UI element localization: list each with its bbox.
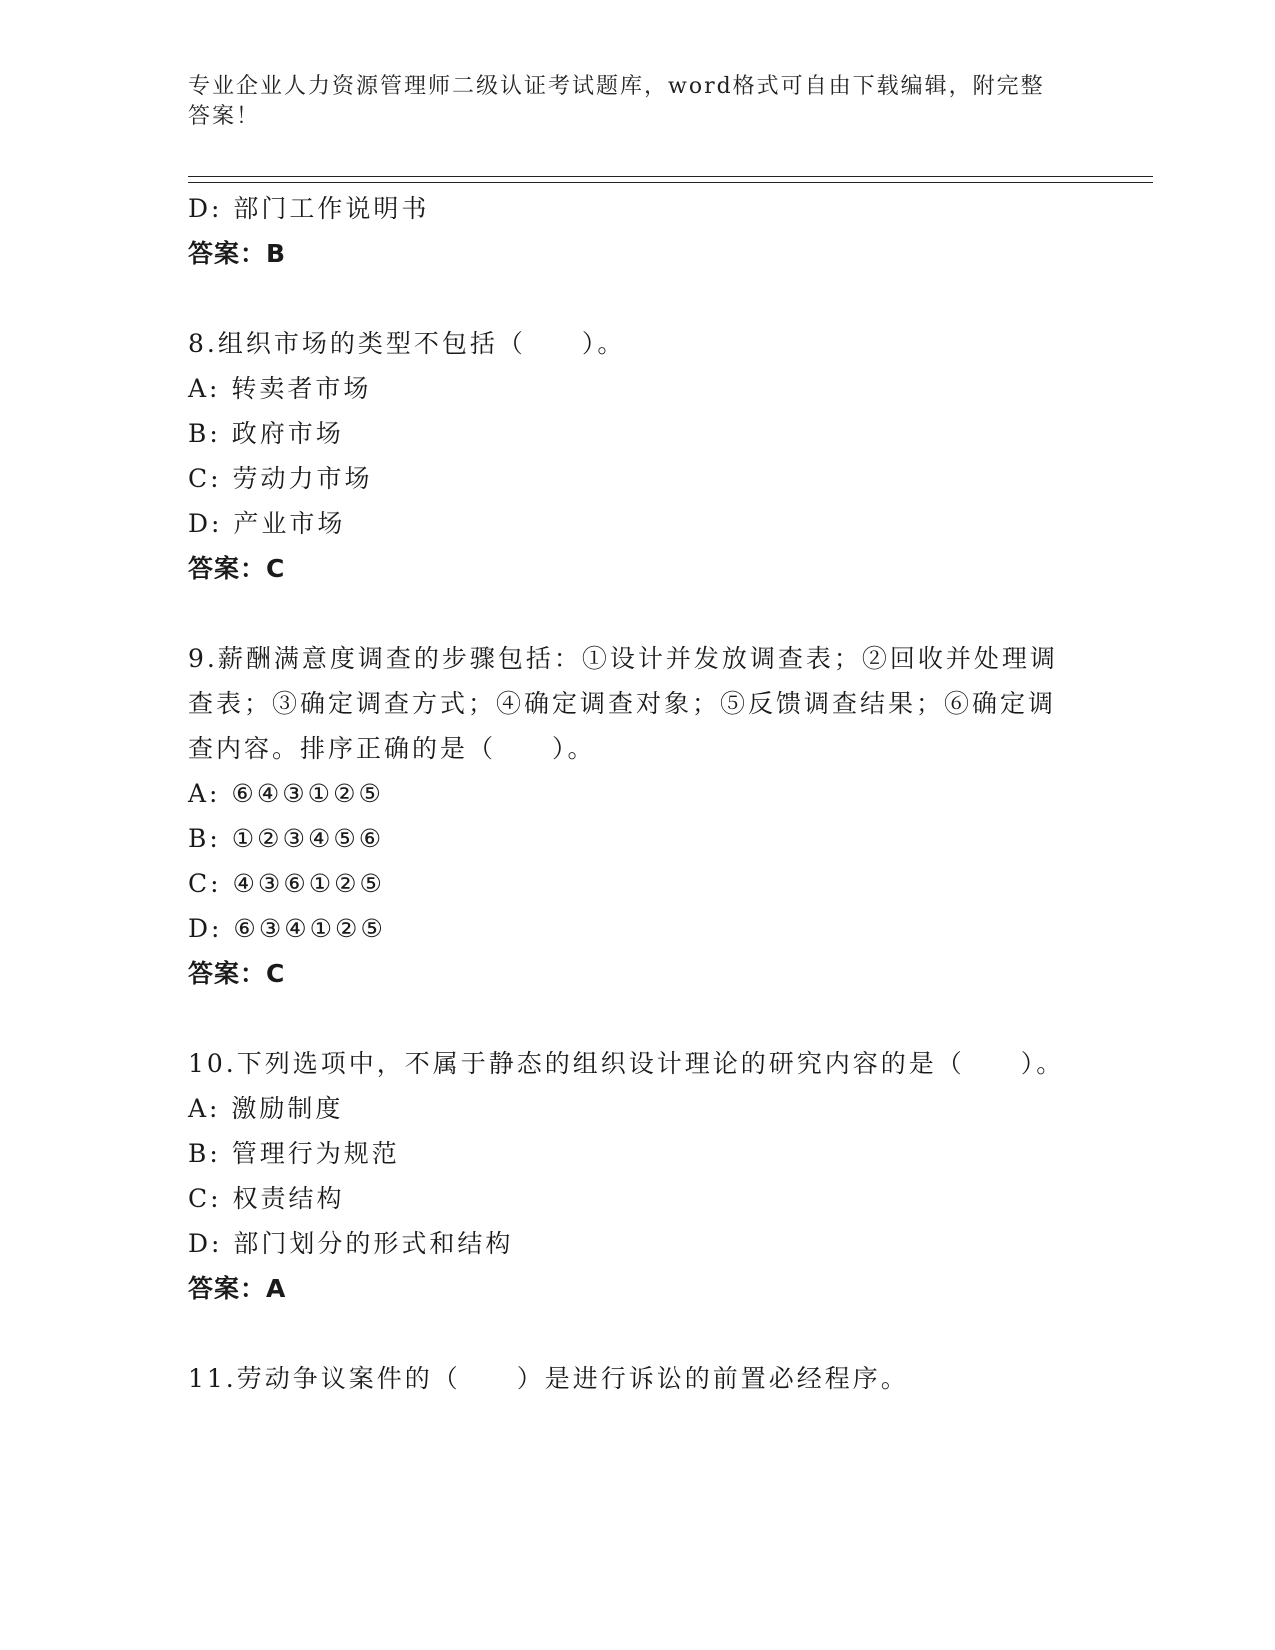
q8-answer: 答案：C [188,554,286,583]
q10-option-d: D: 部门划分的形式和结构 [188,1229,514,1258]
q9-option-d: D: ⑥③④①②⑤ [188,914,386,943]
q8-text: 8.组织市场的类型不包括（ ）。 [188,329,626,358]
q8-option-d: D: 产业市场 [188,509,346,538]
q10-option-b: B: 管理行为规范 [188,1139,400,1168]
page-header: 专业企业人力资源管理师二级认证考试题库，word格式可自由下载编辑，附完整答案！ [188,74,1045,129]
q8-option-c: C: 劳动力市场 [188,464,373,493]
header-rule-bottom [188,182,1153,183]
q9-option-a: A: ⑥④③①②⑤ [188,779,384,808]
q10-answer: 答案：A [188,1274,287,1303]
prev-answer: 答案：B [188,239,287,268]
q11-text: 11.劳动争议案件的（ ）是进行诉讼的前置必经程序。 [188,1364,909,1393]
prev-option-d: D: 部门工作说明书 [188,194,430,223]
q9-option-c: C: ④③⑥①②⑤ [188,869,385,898]
q10-text: 10.下列选项中，不属于静态的组织设计理论的研究内容的是（ ）。 [188,1049,1065,1078]
q8-option-b: B: 政府市场 [188,419,344,448]
q9-option-b: B: ①②③④⑤⑥ [188,824,385,853]
header-rule-top [188,176,1153,177]
question-list [188,186,1068,1401]
q10-option-a: A: 激励制度 [188,1094,344,1123]
q9-text: 9.薪酬满意度调查的步骤包括：①设计并发放调查表；②回收并处理调查表；③确定调查方式；④确定调查对象；⑤反馈调查结果；⑥确定调查内容。排序正确的是（ ）。 [188,644,1058,763]
q9-answer: 答案：C [188,959,286,988]
q8-option-a: A: 转卖者市场 [188,374,372,403]
q10-option-c: C: 权责结构 [188,1184,345,1213]
